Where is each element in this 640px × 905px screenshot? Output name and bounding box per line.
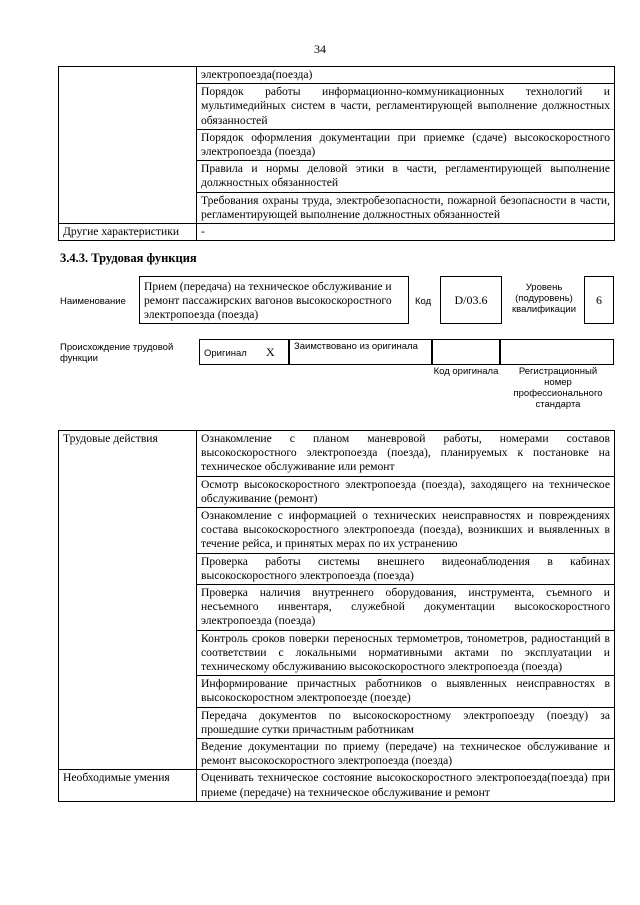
table-cell: Информирование причастных работников о выявленных неисправностях в высокоскоростном электропоезде (поезде): [197, 676, 615, 707]
table-cell-empty: [59, 67, 197, 224]
table-cell: Осмотр высокоскоростного электропоезда (поезда), заходящего на техническое обслуживание (ремонт): [197, 476, 615, 507]
original-label: Оригинал: [204, 348, 247, 359]
table-cell: Контроль сроков поверки переносных термометров, тонометров, радиостанций в соответствии с локальными нормативными актами по эксплуатации и техническому обслуживанию высокоскоростного электропоезда (поезда): [197, 630, 615, 676]
table-cell: Ознакомление с информацией о технических неисправностях и повреждениях состава высокоскоростного электропоезда (поезда), возникших и выявленных в течение рейса, и принятых мерах по их устранению: [197, 508, 615, 554]
table-cell: Ознакомление с планом маневровой работы, номерами составов высокоскоростного электропоезда (поезда), планируемых к постановке на техническое обслуживание или ремонт: [197, 431, 615, 477]
required-skills-label: Необходимые умения: [59, 770, 197, 801]
labor-actions-label: Трудовые действия: [59, 431, 197, 770]
original-box: [199, 339, 289, 365]
name-label: Наименование: [60, 296, 126, 307]
table-cell: Требования охраны труда, электробезопасности, пожарной безопасности в части, регламентирующей выполнение должностных обязанностей: [197, 192, 615, 223]
borrowed-label: Заимствовано из оригинала: [294, 341, 418, 352]
table-cell: Ведение документации по приему (передаче) на техническое обслуживание и ремонт высокоскоростного электропоезда (поезда): [197, 739, 615, 770]
page-number: 34: [314, 42, 326, 56]
code-original-label: Код оригинала: [433, 366, 499, 377]
table-cell: Порядок оформления документации при приемке (сдаче) высокоскоростного электропоезда (поезда): [197, 129, 615, 160]
code-value-box: D/03.6: [440, 276, 502, 324]
other-characteristics-label: Другие характеристики: [59, 224, 197, 241]
code-original-box: [432, 339, 500, 365]
labor-actions-table: [58, 430, 615, 802]
name-value-box: Прием (передача) на техническое обслуживание и ремонт пассажирских вагонов высокоскоростного электропоезда (поезда): [139, 276, 409, 324]
table-cell: Оценивать техническое состояние высокоскоростного электропоезда(поезда) при приеме (передаче) на техническое обслуживание и ремонт: [197, 770, 615, 801]
level-value-box: 6: [584, 276, 614, 324]
reg-number-label: Регистрационный номер профессионального стандарта: [513, 366, 603, 410]
section-heading: 3.4.3. Трудовая функция: [60, 251, 197, 265]
table-cell: Проверка работы системы внешнего видеонаблюдения в кабинах высокоскоростного электропоезда (поезда): [197, 553, 615, 584]
table-cell: Передача документов по высокоскоростному электропоезду (поезду) за прошедшие сутки причастным работникам: [197, 707, 615, 738]
table-cell: Проверка наличия внутреннего оборудования, инструмента, съемного и несъемного инвентаря, служебной документации высокоскоростного электропоезда (поезда): [197, 585, 615, 631]
other-characteristics-value: -: [197, 224, 615, 241]
knowledge-table: [58, 66, 615, 241]
table-cell: Порядок работы информационно-коммуникационных технологий и мультимедийных систем в части, регламентирующей выполнение должностных обязанностей: [197, 84, 615, 130]
borrowed-box: [289, 339, 432, 365]
table-cell: Правила и нормы деловой этики в части, регламентирующей выполнение должностных обязанностей: [197, 161, 615, 192]
code-label: Код: [415, 296, 432, 307]
table-cell: электропоезда(поезда): [197, 67, 615, 84]
original-mark: X: [266, 345, 275, 359]
reg-number-box: [500, 339, 614, 365]
level-label: Уровень (подуровень) квалификации: [511, 282, 577, 315]
origin-label: Происхождение трудовой функции: [60, 342, 174, 364]
